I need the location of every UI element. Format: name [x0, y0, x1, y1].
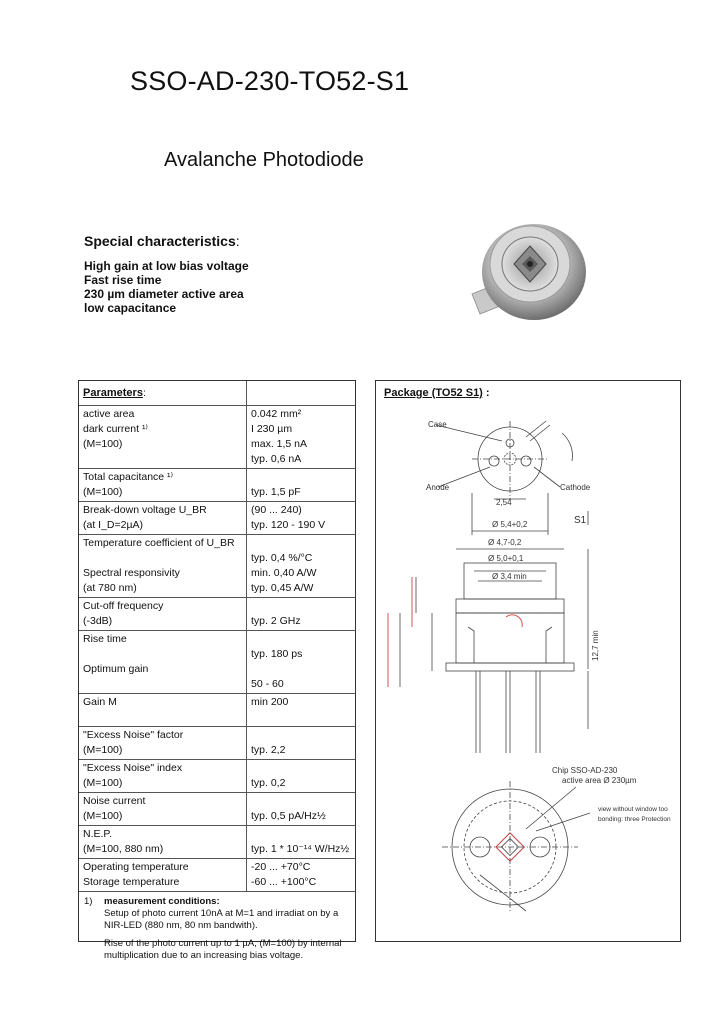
dim-pitch: 2,54	[496, 498, 512, 507]
param-label: Temperature coefficient of U_BR	[83, 537, 235, 549]
label-chip-area: active area Ø 230µm	[562, 776, 637, 785]
param-value: -20 ... +70°C	[251, 861, 311, 873]
param-label: Optimum gain	[83, 663, 149, 675]
param-label: Gain M	[83, 696, 117, 708]
param-label	[83, 677, 242, 692]
label-cathode: Cathode	[560, 483, 591, 492]
param-label: Operating temperature	[83, 861, 189, 873]
param-label: N.E.P.	[83, 828, 112, 840]
param-value	[251, 599, 351, 614]
feature-item: low capacitance	[84, 301, 177, 315]
special-heading: Special characteristics:	[84, 233, 240, 249]
param-value	[251, 662, 351, 677]
param-value: typ. 0,5 pA/Hz½	[251, 810, 326, 822]
dim-diameter: Ø 5,4+0,2	[492, 520, 528, 529]
param-value: typ. 0,45 A/W	[251, 582, 314, 594]
package-drawing	[376, 381, 682, 943]
param-value	[251, 710, 351, 725]
param-value	[251, 794, 351, 809]
param-label	[83, 710, 242, 725]
param-label: Break-down voltage U_BR	[83, 504, 207, 516]
note-title: measurement conditions:	[104, 896, 220, 907]
param-label	[83, 647, 242, 662]
param-label: (M=100)	[83, 777, 123, 789]
feature-item: High gain at low bias voltage	[84, 259, 249, 273]
param-label: (at 780 nm)	[83, 582, 137, 594]
parameters-heading: Parameters	[83, 387, 143, 399]
note-line: Setup of photo current 10nA at M=1 and irradiat on by a NIR-LED (880 nm, 80 nm bandwith).	[104, 908, 339, 931]
param-label: active area	[83, 408, 135, 420]
param-value: min. 0,40 A/W	[251, 567, 317, 579]
param-value: typ. 2,2	[251, 744, 286, 756]
param-label: (-3dB)	[83, 615, 113, 627]
label-anode: Anode	[426, 483, 450, 492]
param-value: -60 ... +100°C	[251, 876, 317, 888]
param-label: (M=100)	[83, 438, 123, 450]
param-value: Ι 230 µm	[251, 423, 293, 435]
feature-item: 230 µm diameter active area	[84, 287, 244, 301]
param-value	[251, 470, 351, 485]
param-label: Total capacitance ¹⁾	[83, 471, 174, 483]
param-value: 0.042 mm²	[251, 408, 302, 420]
param-label: "Excess Noise" factor	[83, 729, 184, 741]
param-value: typ. 2 GHz	[251, 615, 301, 627]
dim-top: Ø 4,7-0,2	[488, 538, 522, 547]
param-value: typ. 1 * 10⁻¹⁴ W/Hz½	[251, 843, 350, 855]
param-label: (M=100)	[83, 810, 123, 822]
param-value	[251, 761, 351, 776]
label-case: Case	[428, 420, 447, 429]
param-label: (M=100, 880 nm)	[83, 843, 164, 855]
param-value	[251, 827, 351, 842]
note-line: Rise of the photo current up to 1 µA, (M=100) by internal multiplication due to an increasing bias voltage.	[104, 938, 342, 961]
param-label: Storage temperature	[83, 876, 180, 888]
param-label: Rise time	[83, 633, 127, 645]
parameters-table: Parameters: active area dark current ¹⁾ (M=100) 0.042 mm² Ι 230 µm max. 1,5 nA typ. 0,6 nA Total capacitance ¹⁾ (M=100) typ. 1,5 pF Break-down voltage U_BR (at I_D=2µA) (90 ... 240) typ. 120 - 190 V Temperature coefficient of U_BR Spectral responsivity (at 780 nm) typ. 0,4 %/°C min. 0,40 A/W typ. 0,45 A/W Cut-off frequency (-3dB) typ. 2 GHz Rise time Optimum gain typ. 180 ps 50 - 60 Gain M min 200 "Excess Noise" factor (M=100) typ. 2,2 "Excess Noise" index (M=100) typ. 0,2 Noise current (M=100) typ. 0,5 pA/Hz½ N.E.P. (M=100, 880 nm) typ. 1 * 10⁻¹⁴ W/Hz½ Operating temperature Storage temperature -20 ... +70°C -60 ... +100°C 1) measurement conditions: Setup of photo current 10nA at M=1 and irradiat on by a NIR-LED (880 nm, 80 nm bandwith). Rise of the photo current up to 1 µA, (M=100) by internal multiplication due to an increasing bias voltage.	[78, 380, 356, 942]
photodiode-photo	[466, 214, 594, 322]
feature-item: Fast rise time	[84, 273, 162, 287]
param-label	[83, 551, 242, 566]
param-value: typ. 120 - 190 V	[251, 519, 326, 531]
param-value: typ. 0,6 nA	[251, 453, 302, 465]
special-characteristics	[84, 233, 249, 315]
param-value	[251, 536, 351, 551]
param-value: (90 ... 240)	[251, 504, 302, 516]
label-s1: S1	[574, 515, 587, 526]
param-value	[251, 632, 351, 647]
package-heading: Package (TO52 S1) :	[384, 387, 490, 399]
param-value: typ. 1,5 pF	[251, 486, 301, 498]
param-label: (M=100)	[83, 486, 123, 498]
label-chip: Chip SSO-AD-230	[552, 766, 618, 775]
param-label: dark current ¹⁾	[83, 423, 149, 435]
dim-window: Ø 3,4 min	[492, 572, 527, 581]
measurement-notes	[79, 892, 355, 966]
param-value: min 200	[251, 696, 289, 708]
param-label: Noise current	[83, 795, 146, 807]
param-label: Cut-off frequency	[83, 600, 164, 612]
param-label: "Excess Noise" index	[83, 762, 183, 774]
note-bonding: bonding: three Protection	[598, 816, 671, 823]
param-label: Spectral responsivity	[83, 567, 180, 579]
param-value: 50 - 60	[251, 678, 284, 690]
note-number: 1)	[84, 896, 93, 907]
param-value: typ. 180 ps	[251, 648, 303, 660]
dim-length: 12,7 min	[591, 630, 600, 661]
param-value: typ. 0,4 %/°C	[251, 552, 313, 564]
product-title: SSO-AD-230-TO52-S1	[130, 66, 410, 96]
product-subtitle: Avalanche Photodiode	[164, 149, 364, 171]
dim-inner: Ø 5,0+0,1	[488, 554, 524, 563]
param-value: max. 1,5 nA	[251, 438, 308, 450]
param-label: (at I_D=2µA)	[83, 519, 144, 531]
param-value: typ. 0,2	[251, 777, 286, 789]
note-window: view without window too	[598, 806, 668, 813]
param-label: (M=100)	[83, 744, 123, 756]
param-value	[251, 728, 351, 743]
package-drawing-panel	[375, 380, 681, 942]
